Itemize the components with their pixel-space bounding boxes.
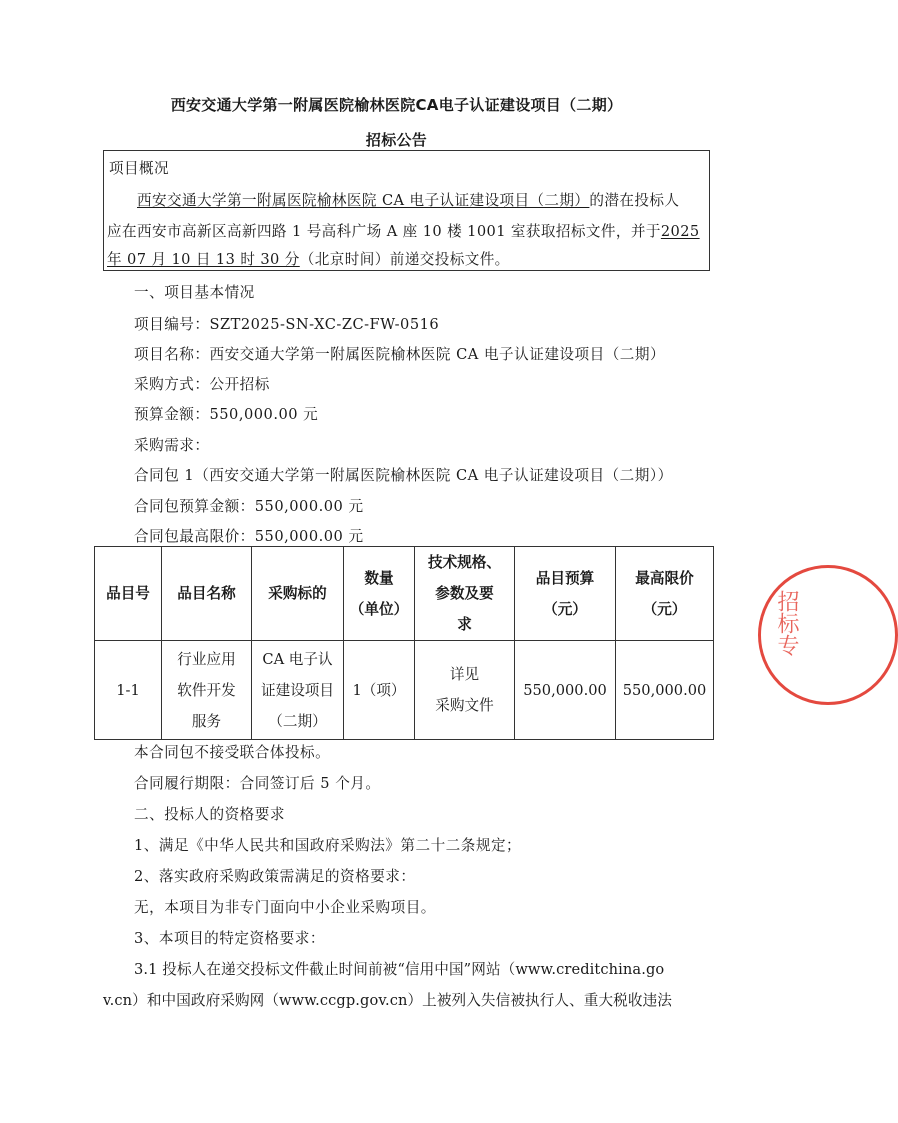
header-target: 采购标的 (252, 547, 344, 641)
section2-heading: 二、投标人的资格要求 (134, 806, 285, 823)
overview-heading: 项目概况 (109, 160, 169, 177)
overview-line-1-rest: 的潜在投标人 (589, 192, 680, 209)
package-budget: 合同包预算金额：550,000.00 元 (134, 498, 364, 515)
no-joint-bid: 本合同包不接受联合体投标。 (134, 744, 331, 761)
cell-item-no: 1-1 (95, 641, 162, 740)
contract-package: 合同包 1（西安交通大学第一附属医院榆林医院 CA 电子认证建设项目（二期）） (134, 467, 673, 484)
cell-item-name: 行业应用 软件开发 服务 (162, 641, 252, 740)
project-number: 项目编号：SZT2025-SN-XC-ZC-FW-0516 (134, 316, 440, 333)
package-max-price: 合同包最高限价：550,000.00 元 (134, 528, 364, 545)
overview-line-1 (137, 189, 679, 210)
procurement-method: 采购方式：公开招标 (134, 376, 270, 393)
cell-budget: 550,000.00 (515, 641, 616, 740)
cell-target: CA 电子认 证建设项目 （二期） (252, 641, 344, 740)
overview-line-2-text: 应在西安市高新区高新四路 1 号高科广场 A 座 10 楼 1001 室获取招标文件，并于 (107, 223, 661, 240)
cell-max-price: 550,000.00 (616, 641, 714, 740)
overview-line-2 (107, 220, 700, 241)
requirement-2: 2、落实政府采购政策需满足的资格要求： (134, 868, 416, 885)
document-subtitle: 招标公告 (365, 131, 428, 149)
cell-quantity: 1（项） (344, 641, 415, 740)
performance-period: 合同履行期限：合同签订后 5 个月。 (134, 775, 381, 792)
document-title: 西安交通大学第一附属医院榆林医院CA电子认证建设项目（二期） (170, 96, 623, 114)
cell-specs: 详见 采购文件 (415, 641, 515, 740)
overview-line-3-rest: （北京时间）前递交投标文件。 (299, 251, 510, 268)
project-name: 项目名称：西安交通大学第一附属医院榆林医院 CA 电子认证建设项目（二期） (134, 346, 666, 363)
budget-amount: 预算金额：550,000.00 元 (134, 406, 319, 423)
overview-project-name: 西安交通大学第一附属医院榆林医院 CA 电子认证建设项目（二期） (137, 192, 590, 209)
table-row (95, 641, 714, 740)
table-header-row (95, 547, 714, 641)
overview-line-3 (107, 248, 510, 269)
requirement-3-1-line-1: 3.1 投标人在递交投标文件截止时间前被“信用中国”网站（www.creditchina.go (134, 961, 665, 978)
items-table (94, 546, 714, 740)
requirement-3-1-line-2: v.cn）和中国政府采购网（www.ccgp.gov.cn）上被列入失信被执行人、重大税收违法 (103, 992, 672, 1009)
project-overview-box (103, 150, 710, 271)
header-item-no: 品目号 (95, 547, 162, 641)
header-budget: 品目预算 （元） (515, 547, 616, 641)
overview-deadline-date: 年 07 月 10 日 13 时 30 分 (107, 251, 300, 268)
requirement-3: 3、本项目的特定资格要求： (134, 930, 325, 947)
procurement-demand: 采购需求： (134, 437, 210, 454)
header-specs: 技术规格、 参数及要 求 (415, 547, 515, 641)
header-item-name: 品目名称 (162, 547, 252, 641)
requirement-2-detail: 无，本项目为非专门面向中小企业采购项目。 (134, 899, 436, 916)
section1-heading: 一、项目基本情况 (134, 284, 255, 301)
header-quantity: 数量 （单位） (344, 547, 415, 641)
requirement-1: 1、满足《中华人民共和国政府采购法》第二十二条规定； (134, 837, 522, 854)
header-max-price: 最高限价 （元） (616, 547, 714, 641)
overview-deadline-year: 2025 (660, 223, 700, 240)
official-seal-text: 招标专 (774, 590, 799, 656)
